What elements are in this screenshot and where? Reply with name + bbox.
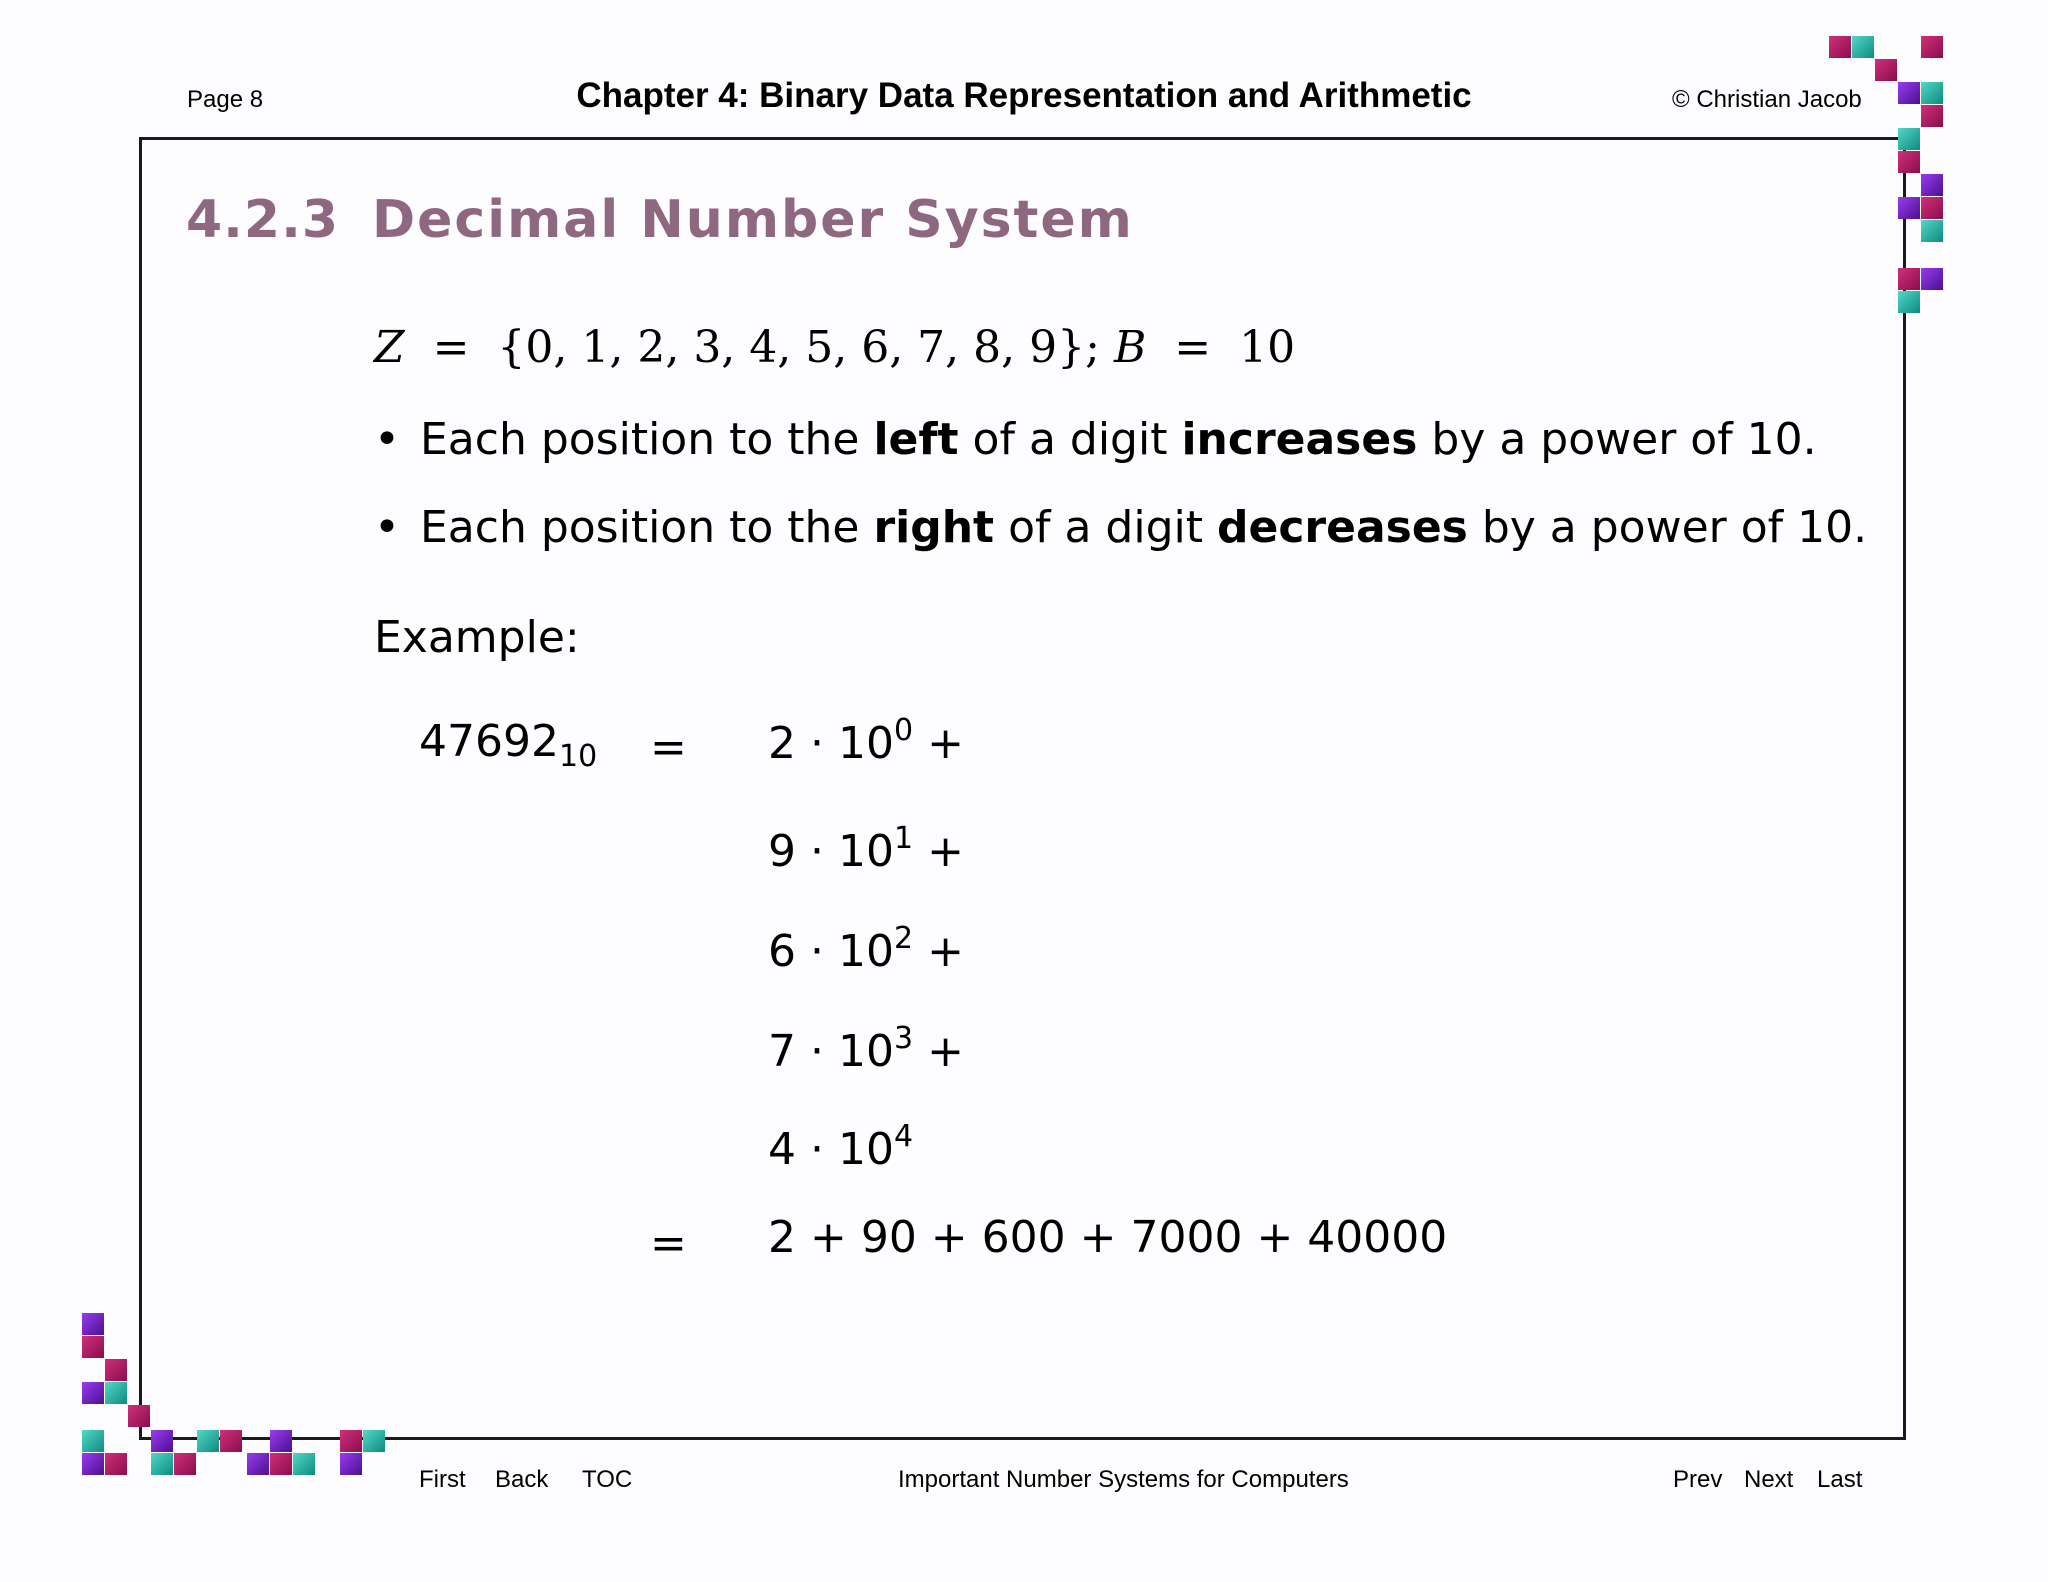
term-exponent: 0 [894, 713, 914, 748]
term-base: 10 [838, 826, 894, 877]
footer-topic: Important Number Systems for Computers [898, 1466, 1349, 1493]
bullet-keyword: increases [1181, 414, 1418, 465]
term-digit: 4 [768, 1124, 796, 1175]
digit-set-formula [374, 322, 1295, 373]
copyright: © Christian Jacob [1672, 86, 1862, 113]
section-title: Decimal Number System [372, 190, 1134, 250]
bullet-dot: • [374, 414, 400, 465]
bullet-left [374, 414, 1817, 465]
term-dot: · [810, 826, 824, 877]
term-row [768, 713, 964, 769]
term-exponent: 1 [894, 821, 914, 856]
number-value: 47692 [419, 716, 559, 767]
page-number: Page 8 [187, 86, 264, 113]
term-row [768, 1119, 914, 1175]
bullet-text: Each position to the [420, 502, 874, 553]
term-base: 10 [838, 718, 894, 769]
formula-eq2: = [1174, 322, 1212, 373]
term-exponent: 4 [894, 1119, 914, 1154]
term-digit: 2 [768, 718, 796, 769]
bullet-right [374, 502, 1867, 553]
term-base: 10 [838, 1124, 894, 1175]
nav-next-link[interactable]: Next [1744, 1466, 1794, 1493]
term-row [768, 921, 964, 977]
formula-b: B [1113, 322, 1147, 373]
term-dot: · [810, 1124, 824, 1175]
term-row [768, 821, 964, 877]
nav-first-link[interactable]: First [419, 1466, 466, 1493]
term-exponent: 2 [894, 921, 914, 956]
bullet-text: by a power of 10. [1417, 414, 1817, 465]
term-plus: + [927, 826, 964, 877]
bullet-dot: • [374, 502, 400, 553]
section-number: 4.2.3 [186, 190, 340, 250]
bullet-keyword: left [873, 414, 959, 465]
nav-last-link[interactable]: Last [1817, 1466, 1863, 1493]
term-dot: · [810, 1026, 824, 1077]
formula-eq1: = [432, 322, 470, 373]
nav-prev-link[interactable]: Prev [1673, 1466, 1723, 1493]
term-plus: + [927, 718, 964, 769]
chapter-title: Chapter 4: Binary Data Representation and Arithmetic [576, 76, 1472, 115]
formula-digits: {0, 1, 2, 3, 4, 5, 6, 7, 8, 9} [497, 322, 1086, 373]
sum-expression: 2 + 90 + 600 + 7000 + 40000 [768, 1212, 1448, 1263]
formula-sep: ; [1085, 322, 1100, 373]
formula-z: Z [374, 322, 405, 373]
sum-equals-sign: = [650, 1218, 687, 1269]
term-dot: · [810, 926, 824, 977]
bullet-keyword: right [873, 502, 995, 553]
nav-back-link[interactable]: Back [495, 1466, 549, 1493]
term-plus: + [927, 1026, 964, 1077]
term-base: 10 [838, 1026, 894, 1077]
bullet-text: of a digit [994, 502, 1217, 553]
equals-sign: = [650, 722, 687, 773]
term-digit: 6 [768, 926, 796, 977]
term-digit: 7 [768, 1026, 796, 1077]
nav-toc-link[interactable]: TOC [582, 1466, 633, 1493]
bullet-text: Each position to the [420, 414, 874, 465]
term-plus: + [927, 926, 964, 977]
formula-base: 10 [1239, 322, 1296, 373]
example-number [419, 716, 598, 774]
bullet-text: of a digit [958, 414, 1182, 465]
example-label: Example: [374, 612, 580, 663]
term-base: 10 [838, 926, 894, 977]
term-row [768, 1021, 964, 1077]
term-dot: · [810, 718, 824, 769]
bullet-text: by a power of 10. [1467, 502, 1868, 553]
term-digit: 9 [768, 826, 796, 877]
bullet-keyword: decreases [1216, 502, 1468, 553]
number-base: 10 [558, 739, 598, 774]
term-exponent: 3 [894, 1021, 914, 1056]
